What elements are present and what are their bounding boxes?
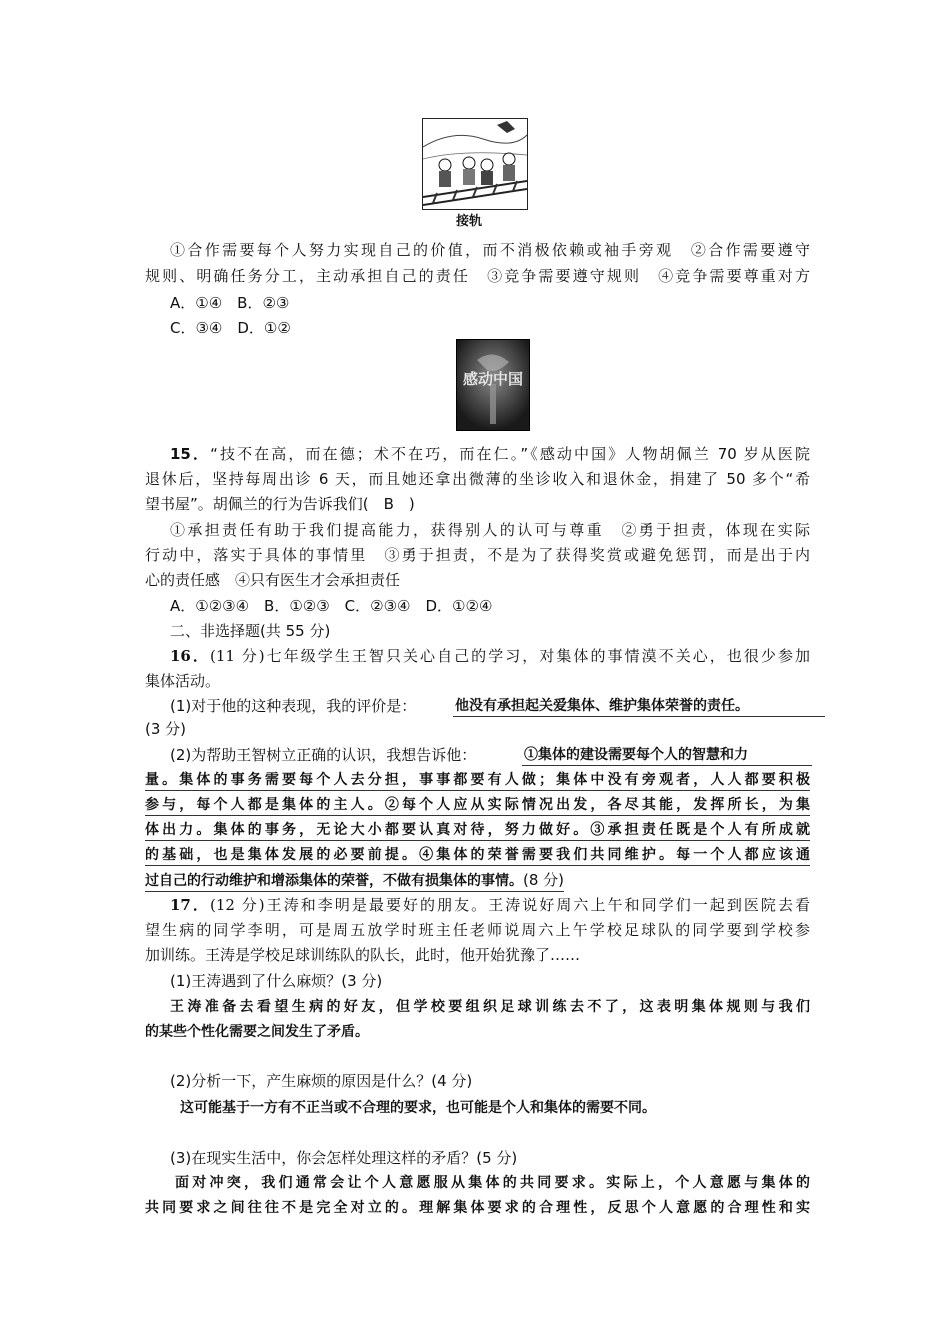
q16-stem-text-1: (11 分)七年级学生王智只关心自己的学习，对集体的事情漠不关心，也很少参加: [209, 647, 810, 665]
q16-part1-score: (3 分): [145, 720, 187, 738]
q16-part2-score: (8 分): [523, 871, 565, 889]
poster-title: 感动中国: [462, 370, 524, 388]
q17-part2-prompt: (2)分析一下，产生麻烦的原因是什么？(4 分): [170, 1072, 473, 1090]
q17-part1-prompt: (1)王涛遇到了什么麻烦？(3 分): [170, 972, 383, 990]
q14-choices-line-2: C．③④ D．①②: [170, 319, 291, 337]
cartoon-figure: [422, 118, 528, 210]
q16-stem-line-1: [170, 646, 810, 666]
q16-part2-answer-line-5: 的基础，也是集体发展的必要前提。④集体的荣誉需要我们共同维护。每一个人都应该通: [145, 845, 810, 866]
q14-choices-line-1: A．①④ B．②③: [170, 294, 290, 312]
q16-part2-answer-line-2: 量。集体的事务需要每个人去分担，事事都要有人做；集体中没有旁观者，人人都要积极: [145, 770, 810, 791]
q16-part1-answer: 他没有承担起关爱集体、维护集体荣誉的责任。: [453, 696, 825, 717]
q16-number: 16．: [170, 647, 210, 665]
figure-caption: 接轨: [456, 214, 483, 229]
cartoon-rail-joining-icon: [423, 119, 527, 209]
q16-stem-line-2: 集体活动。: [145, 672, 221, 690]
q16-part2-prompt: (2)为帮助王智树立正确的认识，我想告诉他：: [170, 746, 477, 764]
poster-figure: [456, 339, 530, 431]
q15-stem-line-2: 退休后，坚持每周出诊 6 天，而且她还拿出微薄的坐诊收入和退休金，捐建了 50 多个“希: [145, 470, 810, 488]
q15-choices: A．①②③④ B．①②③ C．②③④ D．①②④: [170, 597, 493, 615]
q17-number: 17．: [170, 896, 210, 914]
q17-stem-line-2: 望生病的同学李明，可是周五放学时班主任老师说周六上午学校足球队的同学要到学校参: [145, 921, 810, 939]
q15-stem-text-1: “技不在高，而在德；术不在巧，而在仁。”《感动中国》人物胡佩兰 70 岁从医院: [210, 445, 811, 463]
q15-options-line-3: 心的责任感 ④只有医生才会承担责任: [145, 571, 401, 589]
q15-stem-line-3: 望书屋”。胡佩兰的行为告诉我们( B ): [145, 495, 415, 513]
q17-part2-answer: 这可能基于一方有不正当或不合理的要求，也可能是个人和集体的需要不同。: [180, 1100, 656, 1116]
q15-options-line-2: 行动中，落实于具体的事情里 ③勇于担责，不是为了获得奖赏或避免惩罚，而是出于内: [145, 546, 810, 564]
q16-part1-prompt: (1)对于他的这种表现，我的评价是：: [170, 697, 417, 715]
q17-part1-answer-line-2: 的某些个性化需要之间发生了矛盾。: [145, 1024, 369, 1040]
q16-part2-answer-line-1: ①集体的建设需要每个人的智慧和力: [522, 745, 812, 766]
q16-part2-answer-line-6: [145, 870, 564, 892]
q15-number: 15．: [170, 445, 211, 463]
q17-part3-answer-line-1: 面对冲突，我们通常会让个人意愿服从集体的共同要求。实际上，个人意愿与集体的: [175, 1175, 810, 1191]
q17-part3-answer-line-2: 共同要求之间往往不是完全对立的。理解集体要求的合理性，反思个人意愿的合理性和实: [145, 1200, 810, 1216]
q17-part3-prompt: (3)在现实生活中，你会怎样处理这样的矛盾？(5 分): [170, 1149, 518, 1167]
q16-part2-answer-text-6: 过自己的行动维护和增添集体的荣誉，不做有损集体的事情。: [145, 873, 523, 889]
q17-stem-line-1: [170, 895, 810, 915]
q17-stem-text-1: (12 分)王涛和李明是最要好的朋友。王涛说好周六上午和同学们一起到医院去看: [209, 896, 810, 914]
section-title: 二、非选择题(共 55 分): [170, 622, 331, 640]
q15-stem-line-1: [170, 444, 810, 464]
q17-part1-answer-line-1: 王涛准备去看望生病的好友，但学校要组织足球训练去不了，这表明集体规则与我们: [170, 999, 810, 1015]
q16-part2-answer-line-3: 参与，每个人都是集体的主人。②每个人应从实际情况出发，各尽其能，发挥所长，为集: [145, 795, 810, 816]
q14-options-line-2: 规则、明确任务分工，主动承担自己的责任 ③竞争需要遵守规则 ④竞争需要尊重对方: [145, 267, 810, 285]
q17-stem-line-3: 加训练。王涛是学校足球训练队的队长，此时，他开始犹豫了……: [145, 946, 581, 964]
q16-part2-answer-line-4: 体出力。集体的事务，无论大小都要认真对待，努力做好。③承担责任既是个人有所成就: [145, 820, 810, 841]
q14-options-line-1: ①合作需要每个人努力实现自己的价值，而不消极依赖或袖手旁观 ②合作需要遵守: [170, 241, 810, 259]
poster-image-icon: [457, 340, 529, 430]
q15-options-line-1: ①承担责任有助于我们提高能力，获得别人的认可与尊重 ②勇于担责，体现在实际: [170, 521, 810, 539]
